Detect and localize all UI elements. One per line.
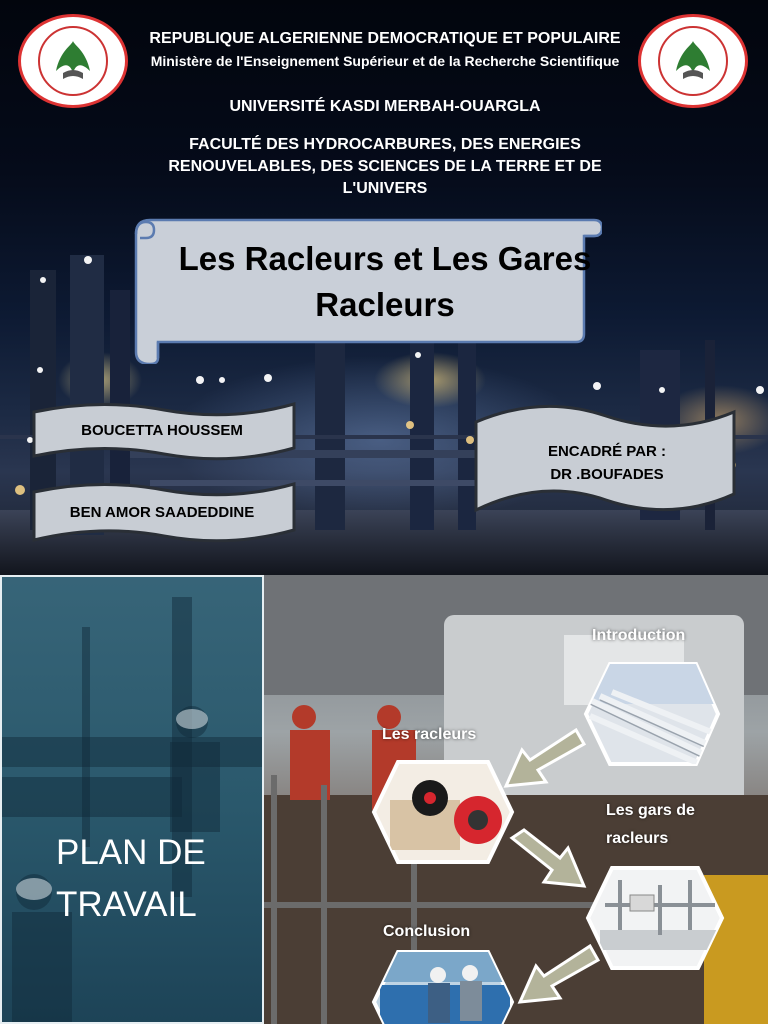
presentation-title: Les Racleurs et Les Gares Racleurs bbox=[178, 240, 592, 323]
author-name-2: BEN AMOR SAADEDDINE bbox=[69, 504, 255, 521]
gares-racleurs-image bbox=[588, 868, 722, 968]
flow-arrows bbox=[506, 730, 598, 1002]
author-name-1: BOUCETTA HOUSSEM bbox=[81, 422, 243, 439]
supervisor-name: DR .BOUFADES bbox=[550, 466, 664, 483]
conclusion-image bbox=[374, 952, 514, 1024]
ministry-heading: Ministère de l'Enseignement Supérieur et de la Recherche Scientifique bbox=[150, 53, 620, 69]
arrow-gares-to-conclusion bbox=[520, 946, 598, 1002]
racleurs-image bbox=[374, 762, 512, 862]
faculty-heading: FACULTÉ DES HYDROCARBURES, DES ENERGIES RENOUVELABLES, DES SCIENCES DE LA TERRE ET DE L'UNIVERS bbox=[168, 136, 602, 197]
republic-heading: REPUBLIQUE ALGERIENNE DEMOCRATIQUE ET POPULAIRE bbox=[149, 30, 621, 47]
supervisor-label: ENCADRÉ PAR : bbox=[547, 443, 667, 460]
plan-title: PLAN DE TRAVAIL bbox=[56, 833, 206, 924]
arrow-intro-to-racleurs bbox=[506, 730, 584, 786]
step-introduction-label: Introduction bbox=[592, 627, 686, 644]
step-racleurs-label: Les racleurs bbox=[382, 726, 477, 743]
step-gares-label: Les gars de racleurs bbox=[606, 802, 695, 847]
introduction-image bbox=[586, 664, 718, 764]
university-heading: UNIVERSITÉ KASDI MERBAH-OUARGLA bbox=[229, 98, 541, 115]
arrow-racleurs-to-gares bbox=[512, 830, 584, 886]
step-conclusion-label: Conclusion bbox=[383, 923, 471, 940]
